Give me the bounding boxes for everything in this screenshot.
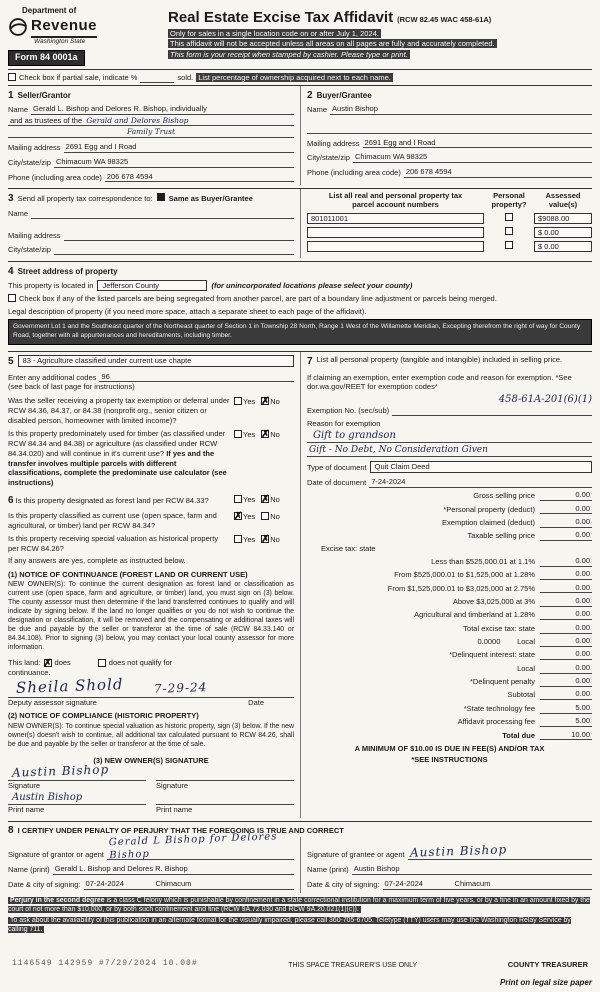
section-4 [8,262,592,348]
corr-city-field[interactable] [54,246,294,255]
money-value[interactable]: 0.00 [540,663,592,674]
assessor-signature-handwriting: Sheila Shold [15,675,124,697]
reason-handwriting-1: Gift to grandson [313,429,396,441]
parcel-number-field[interactable] [307,227,484,238]
grantor-city-field[interactable]: Chimacum [154,879,294,890]
partial-sale-row [8,69,592,86]
assessed-value-field[interactable]: $ 0.00 [534,227,592,238]
continuance-label: continuance. [8,667,51,677]
parcel-table [300,189,592,257]
yes-label: Yes [243,535,256,545]
new-owner-signature-title: (3) NEW OWNER(S) SIGNATURE [93,755,209,765]
money-label: Agricultural and timberland at 1.28% [414,610,535,620]
money-row [307,636,592,647]
assessor-date-handwriting: 7-29-24 [153,680,207,696]
does-label: does [54,658,71,668]
exemption-no-label: Exemption No. (sec/sub) [307,406,390,416]
seller-city-label: City/state/zip [8,157,51,167]
s6-q1-yes-checkbox[interactable] [234,495,242,503]
money-row [307,596,592,607]
money-row [307,517,592,528]
buyer-name-field[interactable]: Austin Bishop [330,104,592,115]
reason-handwriting-2: Gift - No Debt, No Consideration Given [309,444,488,455]
money-label: *Personal property (deduct) [443,504,535,514]
section-4-number: 4 [8,265,14,277]
buyer-phone-label: Phone (including area code) [307,168,401,178]
section-2-buyer [300,86,592,186]
owner-printname-handwriting: Austin Bishop [12,792,83,804]
s6-q3-yes-checkbox[interactable] [234,535,242,543]
title-rcw: (RCW 82.45 WAC 458-61A) [397,15,492,24]
money-label: 0.0000 Local [477,637,535,647]
located-in-label: This property is located in [8,280,94,290]
agency-state: Washington State [34,37,86,45]
land-use-code-select[interactable]: 83 - Agriculture classified under current use chapte [18,355,294,367]
personal-property-header: Personal property? [491,191,527,209]
does-not-label: does not qualify for [108,658,173,668]
section-2-title: Buyer/Grantee [316,90,372,100]
s5-q2-no-checkbox[interactable] [261,430,269,438]
money-value[interactable]: 5.00 [540,703,592,714]
s5-q1-no-checkbox[interactable] [261,397,269,405]
money-value[interactable]: 0.00 [540,504,592,515]
ownership-percentage-note: List percentage of ownership acquired next to each name. [198,72,391,82]
parcel-row [307,241,592,252]
section-7-column [300,352,592,819]
seller-mailing-label: Mailing address [8,143,61,153]
section-1-number: 1 [8,89,14,101]
money-value[interactable]: 0.00 [540,517,592,528]
personal-property-checkbox[interactable] [505,227,513,235]
s6-q3-text: Is this property receiving special valuation as historical property per RCW 84.26? [8,534,219,554]
money-label: From $525,000.01 to $1,525,000 at 1.28% [394,570,535,580]
reason-for-exemption-label: Reason for exemption [307,418,381,428]
county-select[interactable]: Jefferson County [97,280,207,292]
money-label: Total due [502,730,535,740]
no-label: No [270,494,280,504]
yes-label: Yes [243,494,256,504]
section-3 [8,189,592,257]
money-value[interactable]: 0.00 [540,530,592,541]
s6-q2-text: Is this property classified as current use (open space, farm and agricultural, or timber) land per RCW 84.34? [8,510,217,530]
no-label: No [270,535,280,545]
money-row [307,556,592,567]
corr-name-field[interactable] [31,210,294,219]
trust-name-handwriting: Gerald and Delores Bishop [86,115,189,125]
buyer-city-label: City/state/zip [307,153,350,163]
money-row [307,716,592,727]
unincorporated-note: (for unincorporated locations please select your county) [211,280,413,290]
if-yes-note: If any answers are yes, complete as instructed below. [8,555,186,565]
grantee-date-label: Date & city of signing: [307,879,380,889]
minimum-due-note: A MINIMUM OF $10.00 IS DUE IN FEE(S) AND/OR TAX [354,744,545,754]
notice-2-text: NEW OWNER(S): To continue special valuation as historic property, sign (3) below. If the new owner(s) doesn't wish to continue, all additional tax calculated pursuant to RCW 84.26, shall be due and payable by the seller or transferor at the time of sale. [8,723,294,748]
date-of-document-field[interactable]: 7-24-2024 [369,477,592,488]
sections-5-6-7 [8,352,592,819]
grantee-signature-field[interactable] [408,841,592,861]
section-8-number: 8 [8,825,14,837]
grantor-date-label: Date & city of signing: [8,879,81,889]
reason-field-1[interactable] [307,429,592,443]
s6-question-1 [8,494,294,507]
segregated-checkbox[interactable] [8,294,16,302]
parcel-number-field[interactable]: 801011001 [307,213,484,224]
exemption-no-field[interactable] [392,407,592,416]
partial-sale-checkbox[interactable] [8,73,16,81]
parcel-row [307,227,592,238]
sections-5-6-column [8,352,300,819]
corr-name-label: Name [8,209,29,219]
grantor-sig-label: Signature of grantor or agent [8,850,104,860]
seller-phone-field[interactable]: 206 678 4594 [105,172,294,183]
money-label: Exemption claimed (deduct) [442,518,535,528]
seller-name-field-3[interactable] [8,127,294,138]
buyer-name-label: Name [307,104,328,114]
money-value[interactable]: 5.00 [540,716,592,727]
s6-q1-text: 6 Is this property designated as forest land per RCW 84.33? [8,494,209,506]
buyer-phone-field[interactable]: 206 678 4594 [404,167,592,178]
s5-q1-yes-checkbox[interactable] [234,397,242,405]
owner-printname-field-1[interactable] [8,790,146,805]
signature-label: Signature [8,780,41,790]
money-row [307,490,592,501]
assessor-date-label: Date [248,697,264,707]
money-value[interactable]: 0.00 [540,609,592,620]
money-value[interactable]: 0.00 [540,596,592,607]
accessibility-statement: To ask about the availability of this publication in an alternate format for the visually impaired, please call 360-705-6705. Teletype (TTY) users may use the Washington Relay Service by calling 711. [8,916,571,933]
money-row [307,730,592,741]
yes-label: Yes [243,397,256,407]
seller-name-label: Name [8,104,29,114]
no-label: No [270,430,280,440]
notice-1-title: (1) NOTICE OF CONTINUANCE (FOREST LAND OR CURRENT USE) [8,569,248,579]
money-row [307,609,592,620]
buyer-mailing-label: Mailing address [307,138,360,148]
trust-name-handwriting-2: Family Trust [127,127,175,137]
money-label: Affidavit processing fee [457,717,535,727]
grantor-signature-block [8,831,300,893]
partial-sale-sold-label: sold. [177,72,194,82]
grantee-date-field[interactable]: 07-24-2024 [383,879,453,890]
s6-q2-yes-checkbox[interactable] [234,512,242,520]
does-not-qualify-checkbox[interactable] [98,659,106,667]
assessed-value-header: Assessed value(s) [545,191,581,209]
s5-q2-yes-checkbox[interactable] [234,430,242,438]
money-value[interactable]: 0.00 [540,569,592,580]
money-label: Taxable selling price [467,531,535,541]
same-as-buyer-checkbox[interactable] [157,193,165,201]
seller-name-field[interactable]: Gerald L. Bishop and Delores R. Bishop, individually [31,104,294,115]
seller-name-line2: and as trustees of the [10,115,83,125]
corr-city-label: City/state/zip [8,244,51,254]
money-row [307,544,592,554]
legal-description-label: Legal description of property (if you need more space, attach a separate sheet to each page of the affidavit). [8,307,367,317]
same-as-buyer-label: Same as Buyer/Grantee [168,194,253,204]
grantor-date-field[interactable]: 07-24-2024 [84,879,154,890]
money-label: Less than $525,000.01 at 1.1% [431,557,535,567]
date-of-document-label: Date of document [307,477,367,487]
agency-name: Revenue [31,16,97,38]
grantee-city-field[interactable]: Chimacum [453,879,592,890]
owner-signature-field-1[interactable] [8,762,146,781]
additional-codes-note: (see back of last page for instructions) [8,382,135,392]
money-label: Above $3,025,000 at 3% [452,597,535,607]
grantor-name-label: Name (print) [8,865,50,875]
seller-buyer-sections [8,86,592,186]
section-5-number: 5 [8,355,14,367]
type-of-document-label: Type of document [307,463,367,473]
segregated-label: Check box if any of the listed parcels are being segregated from another parcel, are part of a boundary line adjustment or parcels being merged. [19,294,497,304]
personal-property-intro: List all personal property (tangible and intangible) included in selling price. [316,354,563,364]
personal-property-checkbox[interactable] [505,213,513,221]
money-label: *Delinquent penalty [469,677,535,687]
money-row [307,663,592,674]
revenue-logo-icon [8,17,28,37]
print-name-label: Print name [156,805,193,815]
grantee-signature-block [300,837,592,893]
money-row [307,504,592,515]
grantor-name-field[interactable]: Gerald L. Bishop and Delores R. Bishop [53,864,294,875]
money-label: Excise tax: state [321,543,376,553]
this-land-label: This land: [8,658,41,668]
legal-size-note: Print on legal size paper [499,977,592,987]
section-1-seller [8,86,300,186]
owner-signature-row [8,762,294,791]
deputy-assessor-label: Deputy assessor signature [8,697,97,707]
money-row [307,689,592,700]
s5-question-1 [8,396,294,425]
owner-printname-row [8,790,294,815]
grantor-signature-field[interactable] [107,833,294,860]
print-name-label: Print name [8,805,45,815]
cashier-stamp: 1146549 142959 #7/29/2024 10.00# [12,959,198,969]
money-row [307,530,592,541]
deputy-assessor-signature-field[interactable] [8,675,294,698]
money-row [307,569,592,580]
money-label: Local [517,663,535,673]
assessed-value-field[interactable]: $9088.00 [534,213,592,224]
section-1-title: Seller/Grantor [17,90,71,100]
buyer-mailing-field[interactable]: 2691 Egg and I Road [363,138,592,149]
partial-sale-label: Check box if partial sale, indicate % [19,72,138,82]
additional-codes-field[interactable]: 96 [99,372,294,383]
additional-codes-label: Enter any additional codes [8,372,97,382]
page-title: Real Estate Excise Tax Affidavit [168,9,394,26]
exemption-note: If claiming an exemption, enter exemption code and reason for exemption. *See dor.wa.gov/REET for exemption codes* [307,372,572,392]
header-note-1: Only for sales in a single location code on or after July 1, 2024. [170,28,379,38]
money-value[interactable]: 0.00 [540,583,592,594]
exemption-code-handwriting: 458-61A-201(6)(1) [498,394,592,406]
yes-label: Yes [243,511,256,521]
send-correspondence-label: Send all property tax correspondence to: [17,194,153,204]
money-value[interactable]: 0.00 [540,676,592,687]
grantee-sig-label: Signature of grantee or agent [307,850,405,860]
seller-name-field-2[interactable] [8,116,294,127]
section-7-number: 7 [307,355,313,367]
form-header [8,6,592,66]
assessed-value-field[interactable]: $ 0.00 [534,241,592,252]
section-4-title: Street address of property [17,266,118,276]
no-label: No [270,397,280,407]
treasurer-row [8,959,592,969]
money-label: *State technology fee [463,703,535,713]
section-3-correspondence [8,189,300,257]
owner-printname-field-2[interactable] [156,790,294,805]
owner-signature-handwriting: Austin Bishop [11,762,110,780]
agency-block [8,6,158,66]
yes-label: Yes [243,430,256,440]
type-of-document-field[interactable]: Quit Claim Deed [370,461,592,473]
section-8 [8,822,592,893]
does-qualify-checkbox[interactable] [44,659,52,667]
money-label: From $1,525,000.01 to $3,025,000 at 2.75% [387,583,535,593]
legal-description-text[interactable]: Government Lot 1 and the Southeast quarter of the Northeast quarter of Section 1 in Township 28 North, Range 1 West of the Willamette Meridian, Excepting therefrom the right of way for County Road, together with all appurtenances and hereditaments, including timber. [8,319,592,345]
personal-property-checkbox[interactable] [505,241,513,249]
header-note-2: This affidavit will not be accepted unless all areas on all pages are fully and accurately completed. [170,39,495,49]
no-label: No [270,511,280,521]
money-row [307,649,592,660]
money-row [307,583,592,594]
corr-mailing-field[interactable] [64,232,294,241]
s6-question-3 [8,534,294,554]
money-label: *Delinquent interest: state [449,650,535,660]
county-treasurer-label: COUNTY TREASURER [507,959,588,969]
grantee-name-label: Name (print) [307,865,349,875]
parcel-row [307,213,592,224]
parcel-number-field[interactable] [307,241,484,252]
header-note-3: This form is your receipt when stamped by cashier. Please type or print. [170,50,408,59]
s6-q3-no-checkbox[interactable] [261,535,269,543]
section-3-number: 3 [8,193,14,205]
grantor-signature-handwriting: Gerald L Bishop for Delores Bishop [108,831,278,862]
money-value[interactable]: 0.00 [540,649,592,660]
land-qualify-row [8,658,294,668]
certify-statement: I CERTIFY UNDER PENALTY OF PERJURY THAT THE FOREGOING IS TRUE AND CORRECT [17,826,344,836]
money-value[interactable]: 0.00 [540,556,592,567]
seller-phone-label: Phone (including area code) [8,172,102,182]
s5-question-2 [8,429,294,488]
perjury-statement: Perjury in the second degree is a class C felony which is punishable by confinement in a state correctional institution for a maximum term of five years, or by a fine in an amount fixed by the court of not more than $10,000, or by both such confinement and fine (RCW 9A.72.030 and RCW 9A.20.021(1)(c)). [8,896,590,913]
seller-mailing-field[interactable]: 2691 Egg and I Road [64,142,294,153]
signature-label: Signature [156,780,189,790]
parcel-numbers-header: List all real and personal property tax parcel account numbers [328,191,463,209]
money-row [307,676,592,687]
dept-of-label: Department of [22,6,77,15]
title-block [168,6,592,66]
money-row [307,623,592,634]
money-value[interactable]: 10.00 [540,730,592,741]
form-number: Form 84 0001a [8,50,85,66]
money-value[interactable]: 0.00 [540,636,592,647]
grantee-signature-handwriting: Austin Bishop [409,841,507,860]
money-label: Subtotal [507,690,535,700]
money-value[interactable]: 0.00 [540,490,592,501]
money-label: Gross selling price [473,491,535,501]
s6-q2-no-checkbox[interactable] [261,512,269,520]
owner-signature-field-2[interactable] [156,766,294,781]
money-row [307,703,592,714]
s6-q1-no-checkbox[interactable] [261,495,269,503]
seller-city-field[interactable]: Chimacum WA 98325 [54,157,294,168]
section-2-number: 2 [307,89,313,101]
s5-q1-text: Was the seller receiving a property tax exemption or deferral under RCW 84.36, 84.37, or 84.38 (nonprofit org., senior citizen or disabled person, homeowner with limited income)? [8,396,230,425]
see-instructions-note: *SEE INSTRUCTIONS [411,755,488,765]
notice-1-text: NEW OWNER(S): To continue the current designation as forest land or classification as current use (open space, farm and agriculture, or timber) land, you must sign on (3) below. The county assessor must then determine if the land transferred continues to qualify and will indicate by signing below. If the land no longer qualifies or you do not wish to continue the designation or classification, it will be removed and the compensating or additional taxes will be due and payable by the seller or transferor at the time of sale (RCW 84.33.140 or 84.34.108). Prior to signing (3) below, you may contact your local county assessor for more information. [8,581,294,652]
money-value[interactable]: 0.00 [540,689,592,700]
grantee-name-field[interactable]: Austin Bishop [352,864,592,875]
reason-field-2[interactable] [307,445,592,458]
corr-mailing-label: Mailing address [8,231,61,241]
buyer-name-field-2[interactable] [307,125,592,134]
money-value[interactable]: 0.00 [540,623,592,634]
s6-question-2 [8,511,294,531]
buyer-city-field[interactable]: Chimacum WA 98325 [353,152,592,163]
money-label: Total excise tax: state [463,623,535,633]
s5-q2-text: Is this property predominately used for timber (as classified under RCW 84.34 and 84.38) or agriculture (as classified under RCW 84.34.020) and will continue in it's current use? If yes and the transfer involves multiple parcels with different classifications, complete the predominate use calculator (see instructions) [8,429,227,488]
notice-2-title: (2) NOTICE OF COMPLIANCE (HISTORIC PROPERTY) [8,711,199,721]
partial-sale-percent-field[interactable] [140,72,174,83]
treasurer-space-label: THIS SPACE TREASURER'S USE ONLY [288,961,418,969]
